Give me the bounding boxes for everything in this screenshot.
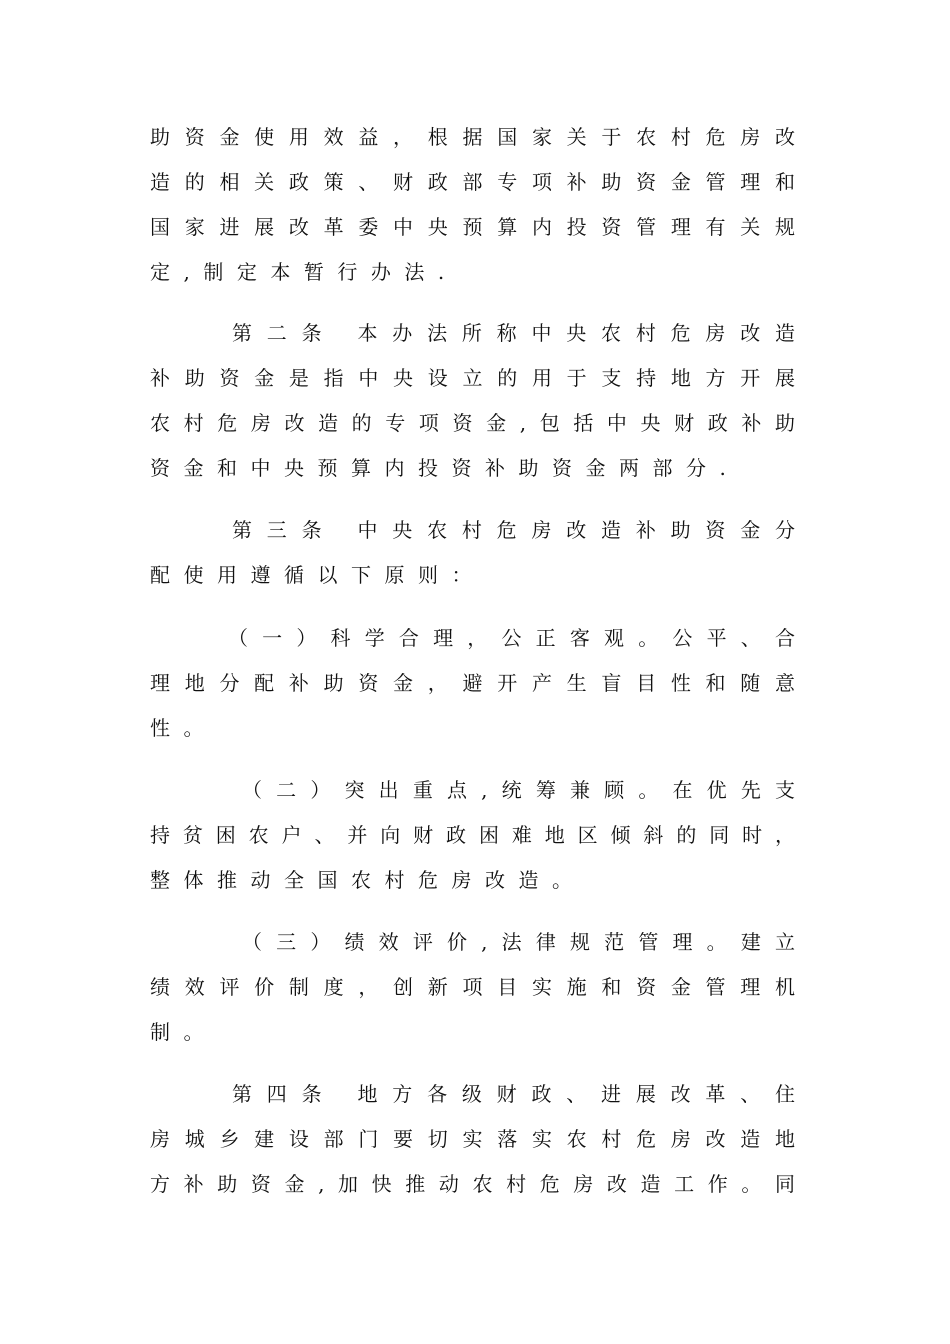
paragraph-1 (150, 115, 795, 295)
paragraph-principle-2 (150, 768, 795, 903)
text-line: 配使用遵循以下原则： (150, 563, 485, 587)
text-line: 理地分配补助资金，避开产生盲目性和随意 (150, 671, 795, 695)
paragraph-article-3 (150, 508, 795, 598)
paragraph-principle-1 (150, 616, 795, 751)
text-line: 定,制定本暂行办法. (150, 260, 458, 284)
text-line: （三）绩效评价,法律规范管理。建立 (242, 930, 795, 954)
text-line: 制。 (150, 1020, 217, 1044)
text-line: 房城乡建设部门要切实落实农村危房改造地 (150, 1127, 795, 1151)
text-line: 第二条 本办法所称中央农村危房改造 (232, 321, 795, 345)
paragraph-principle-3 (150, 920, 795, 1055)
text-line: 农村危房改造的专项资金,包括中央财政补助 (150, 411, 795, 435)
text-line: 国家进展改革委中央预算内投资管理有关规 (150, 215, 795, 239)
text-line: 性。 (150, 716, 217, 740)
text-line: 造的相关政策、财政部专项补助资金管理和 (150, 170, 795, 194)
paragraph-article-4 (150, 1072, 795, 1207)
text-line: 绩效评价制度，创新项目实施和资金管理机 (150, 975, 795, 999)
text-line: （二）突出重点,统筹兼顾。在优先支 (242, 778, 795, 802)
text-line: 资金和中央预算内投资补助资金两部分. (150, 456, 740, 480)
text-line: 第三条 中央农村危房改造补助资金分 (232, 518, 795, 542)
text-line: 助资金使用效益，根据国家关于农村危房改 (150, 125, 795, 149)
text-line: 补助资金是指中央设立的用于支持地方开展 (150, 366, 795, 390)
text-line: （一）科学合理，公正客观。公平、合 (228, 626, 795, 650)
text-line: 整体推动全国农村危房改造。 (150, 868, 586, 892)
paragraph-article-2 (150, 311, 795, 491)
text-line: 第四条 地方各级财政、进展改革、住 (232, 1082, 795, 1106)
text-line: 持贫困农户、并向财政困难地区倾斜的同时， (150, 823, 795, 847)
text-line: 方补助资金,加快推动农村危房改造工作。同 (150, 1172, 795, 1196)
